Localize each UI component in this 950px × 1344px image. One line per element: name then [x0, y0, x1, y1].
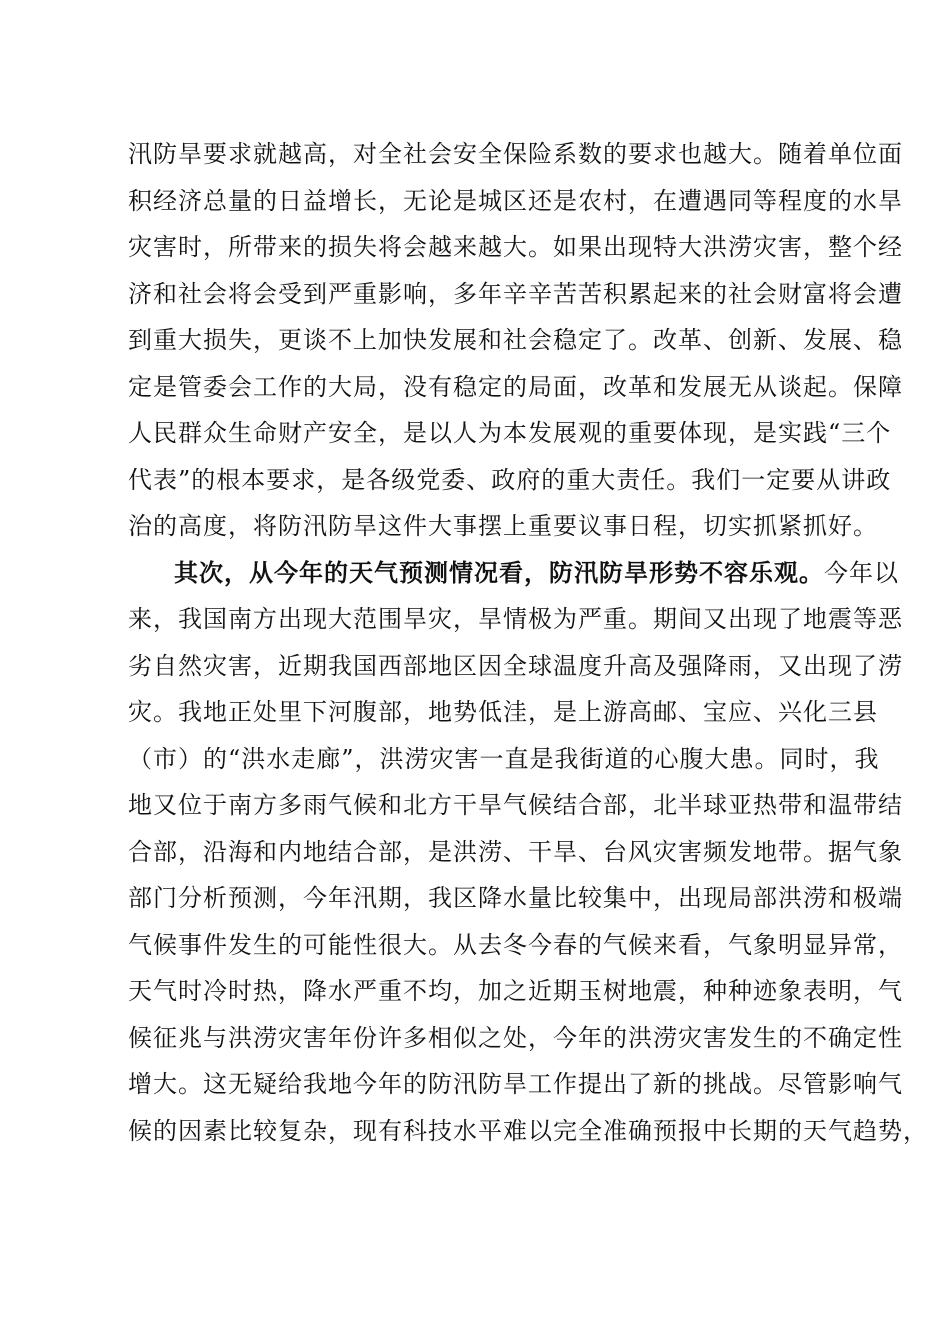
paragraph-heading: 其次，从今年的天气预测情况看，防汛防旱形势不容乐观。: [174, 557, 824, 587]
text-line: 气候事件发生的可能性很大。从去冬今春的气候来看，气象明显异常，: [128, 930, 903, 959]
text-line: 候的因素比较复杂，现有科技水平难以完全准确预报中长期的天气趋势，: [128, 1116, 928, 1145]
text-line: 人民群众生命财产安全，是以人为本发展观的重要体现，是实践“三个: [128, 419, 892, 447]
text-line: 合部，沿海和内地结合部，是洪涝、干旱、台风灾害频发地带。据气象: [128, 837, 903, 866]
body-text: [128, 131, 928, 1154]
text-line: 部门分析预测，今年汛期，我区降水量比较集中，出现局部洪涝和极端: [128, 884, 903, 912]
text-line: 到重大损失，更谈不上加快发展和社会稳定了。改革、创新、发展、稳: [128, 326, 903, 354]
text-line: 劣自然灾害，近期我国西部地区因全球温度升高及强降雨，又出现了涝: [128, 651, 903, 680]
text-line: （市）的“洪水走廊”，洪涝灾害一直是我街道的心腹大患。同时，我: [128, 744, 880, 773]
paragraph-first-line: [128, 550, 899, 597]
text-line: 灾。我地正处里下河腹部，地势低洼，是上游高邮、宝应、兴化三县: [128, 698, 878, 726]
text-line: 汛防旱要求就越高，对全社会安全保险系数的要求也越大。随着单位面: [128, 140, 903, 168]
text-line: 来，我国南方出现大范围旱灾，旱情极为严重。期间又出现了地震等恶: [128, 605, 903, 633]
text-line: 天气时冷时热，降水严重不均，加之近期玉树地震，种种迹象表明，气: [128, 977, 903, 1005]
text-line: 增大。这无疑给我地今年的防汛防旱工作提出了新的挑战。尽管影响气: [128, 1070, 903, 1098]
text-line: 候征兆与洪涝灾害年份许多相似之处，今年的洪涝灾害发生的不确定性: [128, 1023, 903, 1052]
text-line: 定是管委会工作的大局，没有稳定的局面，改革和发展无从谈起。保障: [128, 372, 903, 401]
text-line: 地又位于南方多雨气候和北方干旱气候结合部，北半球亚热带和温带结: [128, 791, 903, 819]
text-line: 治的高度，将防汛防旱这件大事摆上重要议事日程，切实抓紧抓好。: [128, 512, 878, 540]
text-line: 代表”的根本要求，是各级党委、政府的重大责任。我们一定要从讲政: [128, 465, 892, 494]
text-line: 灾害时，所带来的损失将会越来越大。如果出现特大洪涝灾害，整个经: [128, 233, 903, 261]
text-line: 济和社会将会受到严重影响，多年辛辛苦苦积累起来的社会财富将会遭: [128, 279, 903, 308]
text-span: 今年以: [824, 558, 899, 587]
text-line: 积经济总量的日益增长，无论是城区还是农村，在遭遇同等程度的水旱: [128, 186, 903, 215]
